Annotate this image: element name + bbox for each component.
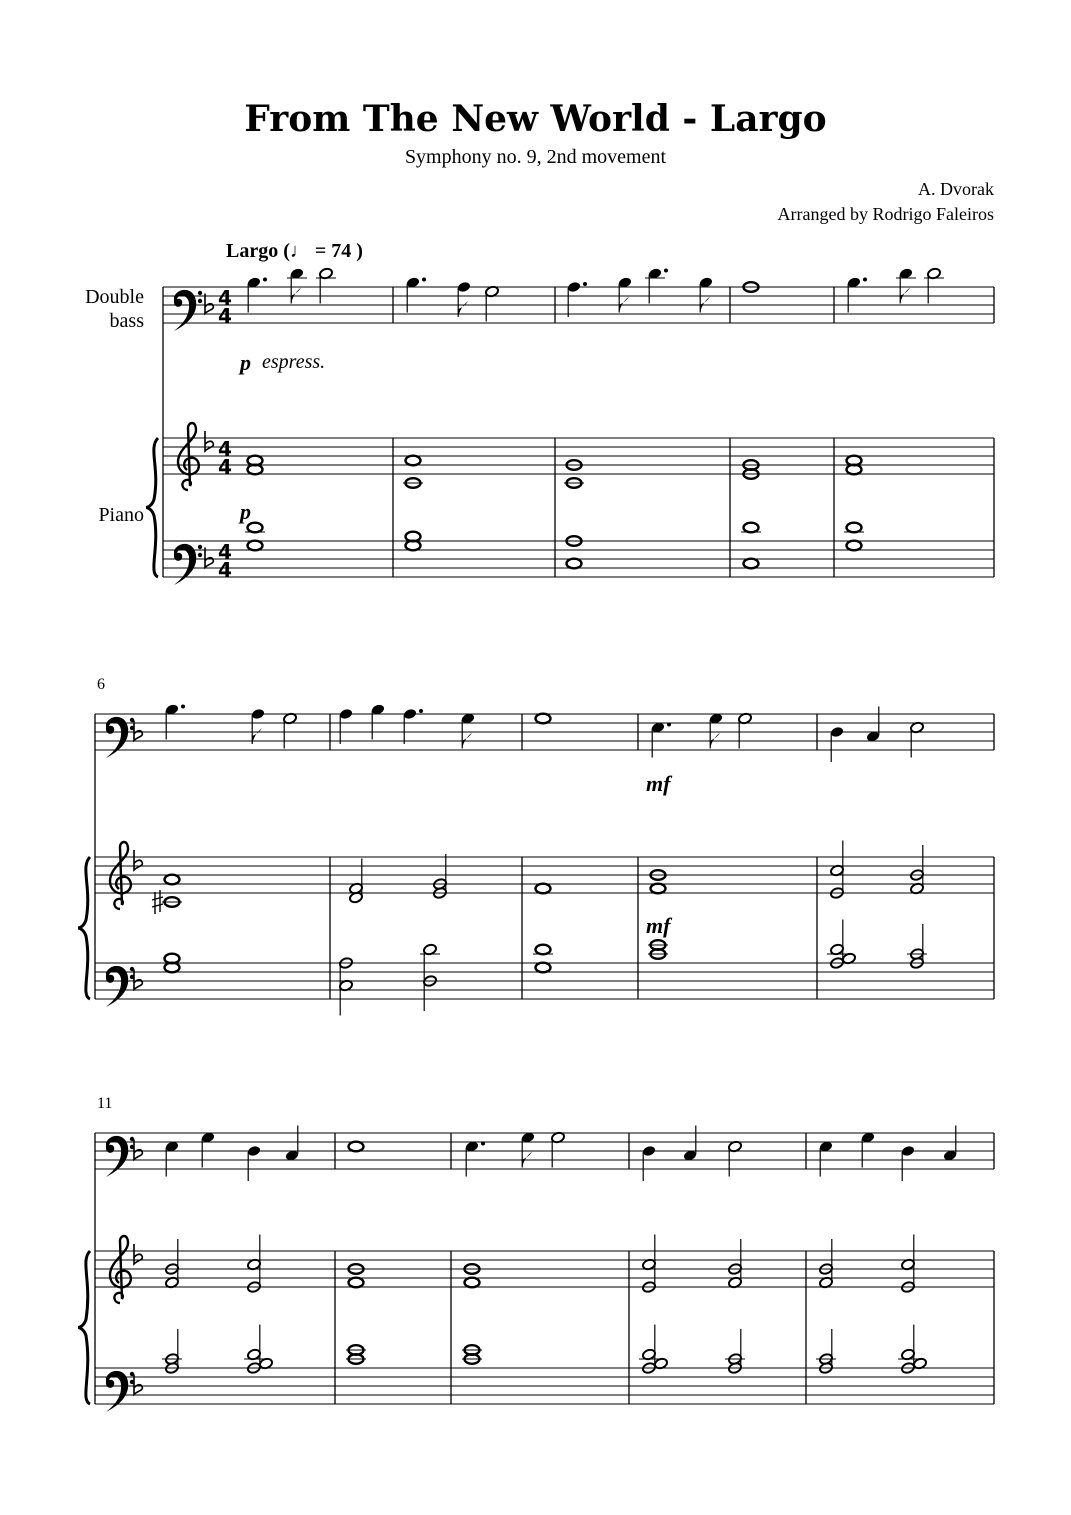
bass-clef-dot bbox=[198, 545, 202, 549]
dynamic-p-piano: p bbox=[240, 499, 251, 524]
eighth-flag bbox=[252, 728, 262, 744]
augmentation-dot bbox=[263, 278, 267, 282]
time-signature-top: 4 bbox=[218, 437, 232, 461]
bass-clef-icon bbox=[106, 966, 128, 1007]
arranger: Arranged by Rodrigo Faleiros bbox=[777, 204, 994, 224]
tempo-text: Largo ( bbox=[226, 240, 290, 262]
time-signature-bottom: 4 bbox=[218, 455, 232, 479]
piece-subtitle: Symphony no. 9, 2nd movement bbox=[404, 146, 667, 168]
whole-notehead bbox=[847, 523, 862, 533]
whole-notehead bbox=[406, 456, 421, 466]
dynamic-p-bass: p bbox=[240, 350, 251, 375]
flat-key-signature-icon bbox=[134, 1244, 142, 1264]
bass-clef-dot bbox=[198, 299, 202, 303]
bass-clef-icon bbox=[174, 290, 196, 331]
instrument-label-line1: Double bbox=[85, 286, 144, 308]
time-signature-bottom: 4 bbox=[218, 304, 232, 328]
whole-notehead bbox=[536, 714, 551, 724]
whole-notehead bbox=[744, 559, 759, 569]
augmentation-dot bbox=[481, 1142, 485, 1146]
filled-notehead bbox=[457, 281, 472, 294]
flat-key-signature-icon bbox=[205, 431, 213, 451]
measure-number-6: 6 bbox=[97, 676, 105, 693]
piano-brace bbox=[78, 1251, 90, 1404]
filled-notehead bbox=[901, 1145, 916, 1158]
whole-notehead bbox=[165, 875, 180, 885]
composer: A. Dvorak bbox=[918, 179, 994, 199]
time-signature-top: 4 bbox=[218, 286, 232, 310]
whole-notehead bbox=[536, 884, 551, 894]
whole-notehead bbox=[536, 963, 551, 973]
filled-notehead bbox=[642, 1145, 657, 1158]
filled-notehead bbox=[403, 708, 418, 721]
augmentation-dot bbox=[419, 709, 423, 713]
filled-notehead bbox=[339, 708, 354, 721]
whole-notehead bbox=[465, 1278, 480, 1288]
whole-notehead bbox=[349, 1278, 364, 1288]
augmentation-dot bbox=[664, 269, 668, 273]
piano-brace bbox=[146, 438, 158, 577]
augmentation-dot bbox=[181, 705, 185, 709]
sharp-accidental-icon bbox=[152, 890, 163, 914]
bass-clef-icon bbox=[106, 1371, 128, 1412]
whole-notehead bbox=[567, 559, 582, 569]
measure-number-11: 11 bbox=[97, 1095, 113, 1112]
eighth-flag bbox=[458, 301, 468, 317]
bass-clef-icon bbox=[174, 544, 196, 585]
bass-clef-icon bbox=[106, 1136, 128, 1177]
whole-notehead bbox=[847, 541, 862, 551]
augmentation-dot bbox=[863, 278, 867, 282]
piano-brace bbox=[78, 857, 90, 999]
time-signature-bottom: 4 bbox=[218, 558, 232, 582]
bass-clef-dot bbox=[198, 553, 202, 557]
dynamic-mf-bass: mf bbox=[646, 771, 671, 796]
tempo-value: = 74 ) bbox=[314, 240, 363, 262]
augmentation-dot bbox=[667, 723, 671, 727]
whole-notehead bbox=[349, 1142, 364, 1152]
bass-clef-icon bbox=[106, 717, 128, 758]
whole-notehead bbox=[248, 541, 263, 551]
instrument-label-line2: bass bbox=[109, 310, 144, 332]
expression-espress: espress. bbox=[262, 351, 326, 373]
filled-notehead bbox=[247, 1145, 262, 1158]
time-signature-top: 4 bbox=[218, 540, 232, 564]
dynamic-mf-piano: mf bbox=[646, 913, 671, 938]
bass-clef-dot bbox=[198, 291, 202, 295]
whole-notehead bbox=[651, 884, 666, 894]
filled-notehead bbox=[830, 726, 845, 739]
filled-notehead bbox=[567, 281, 582, 294]
whole-notehead bbox=[744, 523, 759, 533]
whole-notehead bbox=[536, 945, 551, 955]
piece-title: From The New World - Largo bbox=[244, 98, 827, 140]
flat-key-signature-icon bbox=[134, 850, 142, 870]
whole-notehead bbox=[248, 523, 263, 533]
quarter-note-icon: ♩ bbox=[289, 240, 310, 262]
augmentation-dot bbox=[422, 278, 426, 282]
instrument-label-piano: Piano bbox=[98, 504, 144, 526]
augmentation-dot bbox=[583, 282, 587, 286]
filled-notehead bbox=[251, 708, 266, 721]
